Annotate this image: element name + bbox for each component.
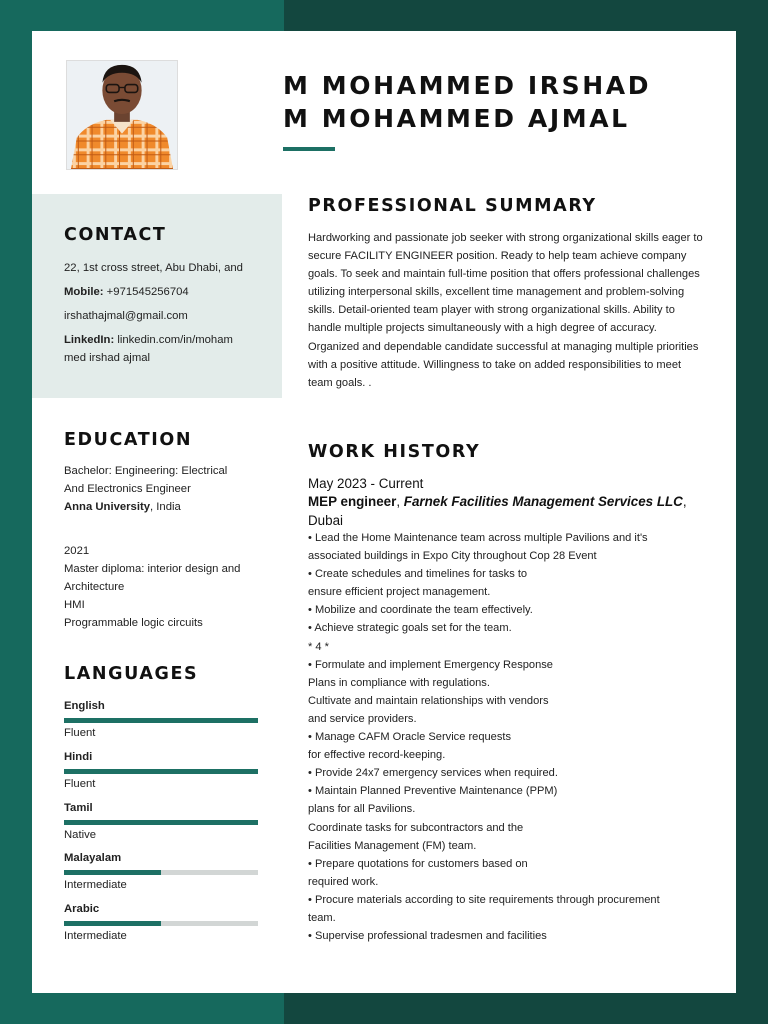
responsibility-line: Plans in compliance with regulations.	[308, 676, 490, 689]
responsibility-line: • Procure materials according to site requirements through procurement	[308, 893, 660, 906]
education-year: 2021	[64, 545, 90, 557]
responsibility-line: plans for all Pavilions.	[308, 803, 416, 816]
company-name: Farnek Facilities Management Services LLC	[403, 494, 683, 510]
contact-address: 22, 1st cross street, Abu Dhabi, and	[64, 262, 243, 274]
language-level-fill	[64, 921, 161, 926]
linkedin-url-part1: linkedin.com/in/moham	[114, 334, 233, 346]
contact-details	[64, 259, 264, 367]
languages-heading: LANGUAGES	[64, 664, 199, 684]
resume-page	[32, 31, 736, 993]
language-level-bar	[64, 921, 258, 926]
diploma-line-1: Master diploma: interior design and	[64, 563, 241, 575]
language-name: Hindi	[64, 751, 93, 763]
education-extra-2: Programmable logic circuits	[64, 617, 203, 629]
language-level-fill	[64, 870, 161, 875]
work-history-heading: WORK HISTORY	[308, 442, 481, 462]
language-tamil	[64, 801, 258, 842]
university-location: , India	[150, 501, 181, 513]
education-extra-1: HMI	[64, 599, 85, 611]
job-dates: May 2023 - Current	[308, 476, 424, 491]
university	[64, 498, 264, 516]
responsibility-line: * 4 *	[308, 640, 329, 653]
responsibility-line: • Achieve strategic goals set for the team.	[308, 622, 512, 635]
degree-line-2: And Electronics Engineer	[64, 483, 191, 495]
responsibility-line: Cultivate and maintain relationships with vendors	[308, 694, 549, 707]
responsibility-line: • Formulate and implement Emergency Response	[308, 658, 553, 671]
summary-heading: PROFESSIONAL SUMMARY	[308, 196, 597, 216]
language-level: Intermediate	[64, 879, 127, 891]
name-line-2: M MOHAMMED AJMAL	[283, 104, 630, 133]
language-level: Native	[64, 829, 97, 841]
mobile-label: Mobile:	[64, 286, 104, 298]
responsibility-line: Coordinate tasks for subcontractors and the	[308, 821, 524, 834]
responsibility-line: • Supervise professional tradesmen and facilities	[308, 930, 547, 943]
language-level: Fluent	[64, 727, 96, 739]
job-header	[308, 475, 708, 530]
job-role-line	[308, 493, 708, 511]
language-name: Arabic	[64, 903, 100, 915]
mobile-number: +971545256704	[103, 286, 189, 298]
company-comma: ,	[682, 494, 687, 510]
language-name: Tamil	[64, 802, 93, 814]
contact-mobile	[64, 283, 264, 307]
linkedin-url-part2: med irshad ajmal	[64, 352, 151, 364]
language-level-fill	[64, 718, 258, 723]
responsibility-line: team.	[308, 911, 336, 924]
job-title: MEP engineer	[308, 494, 397, 510]
language-hindi	[64, 750, 258, 791]
responsibility-line: associated buildings in Expo City throughout Cop 28 Event	[308, 550, 597, 563]
language-level: Fluent	[64, 778, 96, 790]
responsibility-line: • Lead the Home Maintenance team across multiple Pavilions and it's	[308, 532, 648, 544]
name-underline	[283, 147, 335, 151]
responsibility-line: required work.	[308, 875, 379, 888]
linkedin-label: LinkedIn:	[64, 334, 115, 346]
education-heading: EDUCATION	[64, 430, 193, 450]
language-name: Malayalam	[64, 852, 122, 864]
responsibility-line: • Maintain Planned Preventive Maintenance (PPM)	[308, 785, 558, 798]
language-level-bar	[64, 820, 258, 825]
language-level-bar	[64, 769, 258, 774]
responsibility-line: ensure efficient project management.	[308, 586, 491, 599]
name-line-1: M MOHAMMED IRSHAD	[283, 71, 652, 100]
language-level: Intermediate	[64, 930, 127, 942]
summary-text: Hardworking and passionate job seeker with strong organizational skills eager to secure FACILITY ENGINEER position. Ready to help team achieve company goals. To seek and maintain full-time position that offers professional challenges utilizing interpersonal skills, excellent time management and problem-solving skills. Detail-oriented team player with strong organizational skills. Ability to handle multiple projects simultaneously with a high degree of accuracy. Organized and dependable candidate successful at managing multiple priorities with a positive attitude. Willingness to take on added responsibilities to meet team goals. .	[308, 232, 703, 389]
job-separator: ,	[396, 494, 404, 510]
responsibility-line: • Manage CAFM Oracle Service requests	[308, 731, 512, 744]
language-level-bar	[64, 718, 258, 723]
responsibility-line: for effective record-keeping.	[308, 749, 446, 762]
language-english	[64, 699, 258, 740]
responsibility-line: Facilities Management (FM) team.	[308, 839, 477, 852]
responsibility-line: • Create schedules and timelines for tasks to	[308, 568, 528, 581]
language-name: English	[64, 700, 105, 712]
job-responsibilities	[308, 529, 708, 945]
contact-email: irshathajmal@gmail.com	[64, 310, 188, 322]
contact-heading: CONTACT	[64, 225, 167, 245]
language-level-fill	[64, 820, 258, 825]
diploma-line-2: Architecture	[64, 581, 125, 593]
language-level-bar	[64, 870, 258, 875]
responsibility-line: and service providers.	[308, 712, 417, 725]
responsibility-line: • Provide 24x7 emergency services when required.	[308, 767, 558, 780]
language-malayalam	[64, 851, 258, 892]
education-details	[64, 462, 264, 632]
responsibility-line: • Mobilize and coordinate the team effectively.	[308, 604, 533, 617]
candidate-name	[283, 69, 723, 135]
contact-linkedin	[64, 331, 264, 349]
degree-line-1: Bachelor: Engineering: Electrical	[64, 465, 228, 477]
language-level-fill	[64, 769, 258, 774]
responsibility-line: • Prepare quotations for customers based on	[308, 857, 528, 870]
language-arabic	[64, 902, 258, 943]
university-name: Anna University	[64, 501, 151, 513]
profile-photo	[66, 60, 178, 170]
job-city: Dubai	[308, 512, 343, 528]
